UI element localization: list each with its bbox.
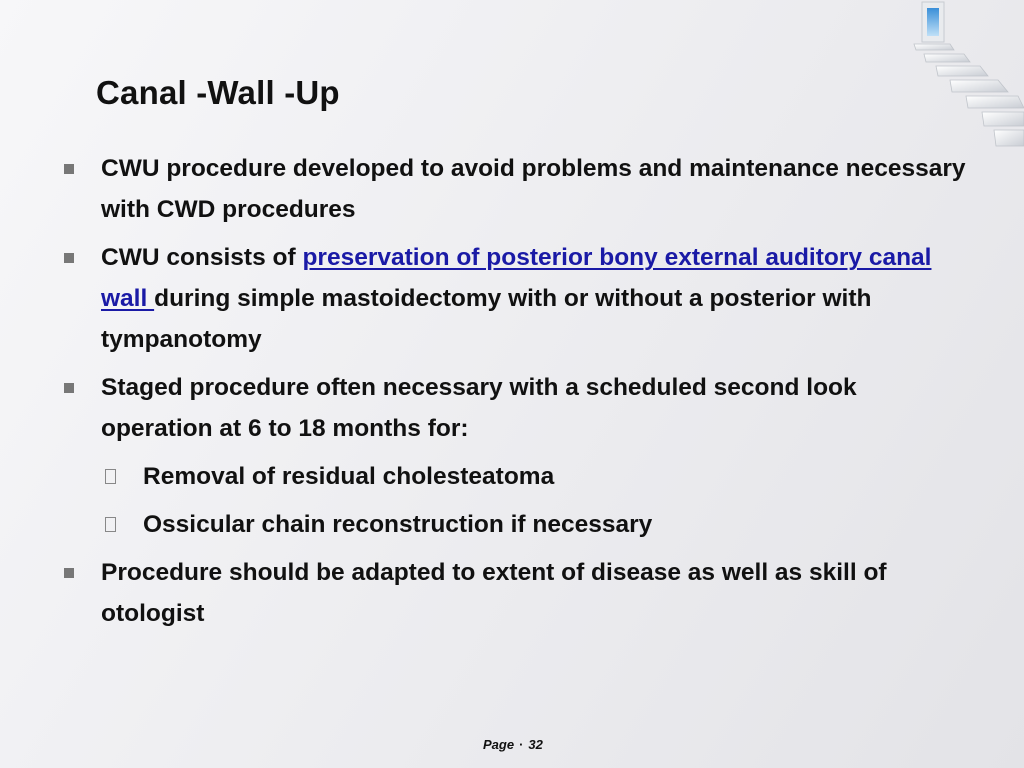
staircase-graphic (894, 0, 1024, 150)
sub-bullet-item (105, 456, 974, 497)
bullet-item (64, 237, 974, 360)
bullet-text-pre: CWU consists of (101, 244, 303, 271)
bullet-item (64, 552, 974, 634)
page-separator: · (519, 737, 524, 752)
square-bullet-icon (64, 164, 74, 174)
bullet-text-post: during simple mastoidectomy with or without a posterior with tympanotomy (101, 285, 872, 353)
page-number: 32 (528, 737, 543, 752)
bullet-item (64, 148, 974, 230)
outline-box-bullet-icon (105, 517, 116, 532)
page-label: Page (483, 737, 515, 752)
square-bullet-icon (64, 253, 74, 263)
square-bullet-icon (64, 383, 74, 393)
sub-bullet-text: Ossicular chain reconstruction if necessary (143, 511, 653, 538)
bullet-text (101, 237, 974, 360)
sub-bullet-item (105, 504, 974, 545)
bullet-text: Staged procedure often necessary with a scheduled second look operation at 6 to 18 months for: (101, 374, 857, 442)
slide-title: Canal -Wall -Up (96, 74, 340, 111)
bullet-text: CWU procedure developed to avoid problems and maintenance necessary with CWD procedures (101, 155, 966, 223)
outline-box-bullet-icon (105, 469, 116, 484)
square-bullet-icon (64, 568, 74, 578)
bullet-item (64, 367, 974, 449)
hyperlink[interactable]: preservation of posterior bony external auditory canal wall (101, 244, 932, 312)
page-footer (483, 737, 543, 752)
sub-bullet-text: Removal of residual cholesteatoma (143, 463, 555, 490)
bullet-text: Procedure should be adapted to extent of disease as well as skill of otologist (101, 559, 887, 627)
bullet-list (64, 148, 974, 641)
